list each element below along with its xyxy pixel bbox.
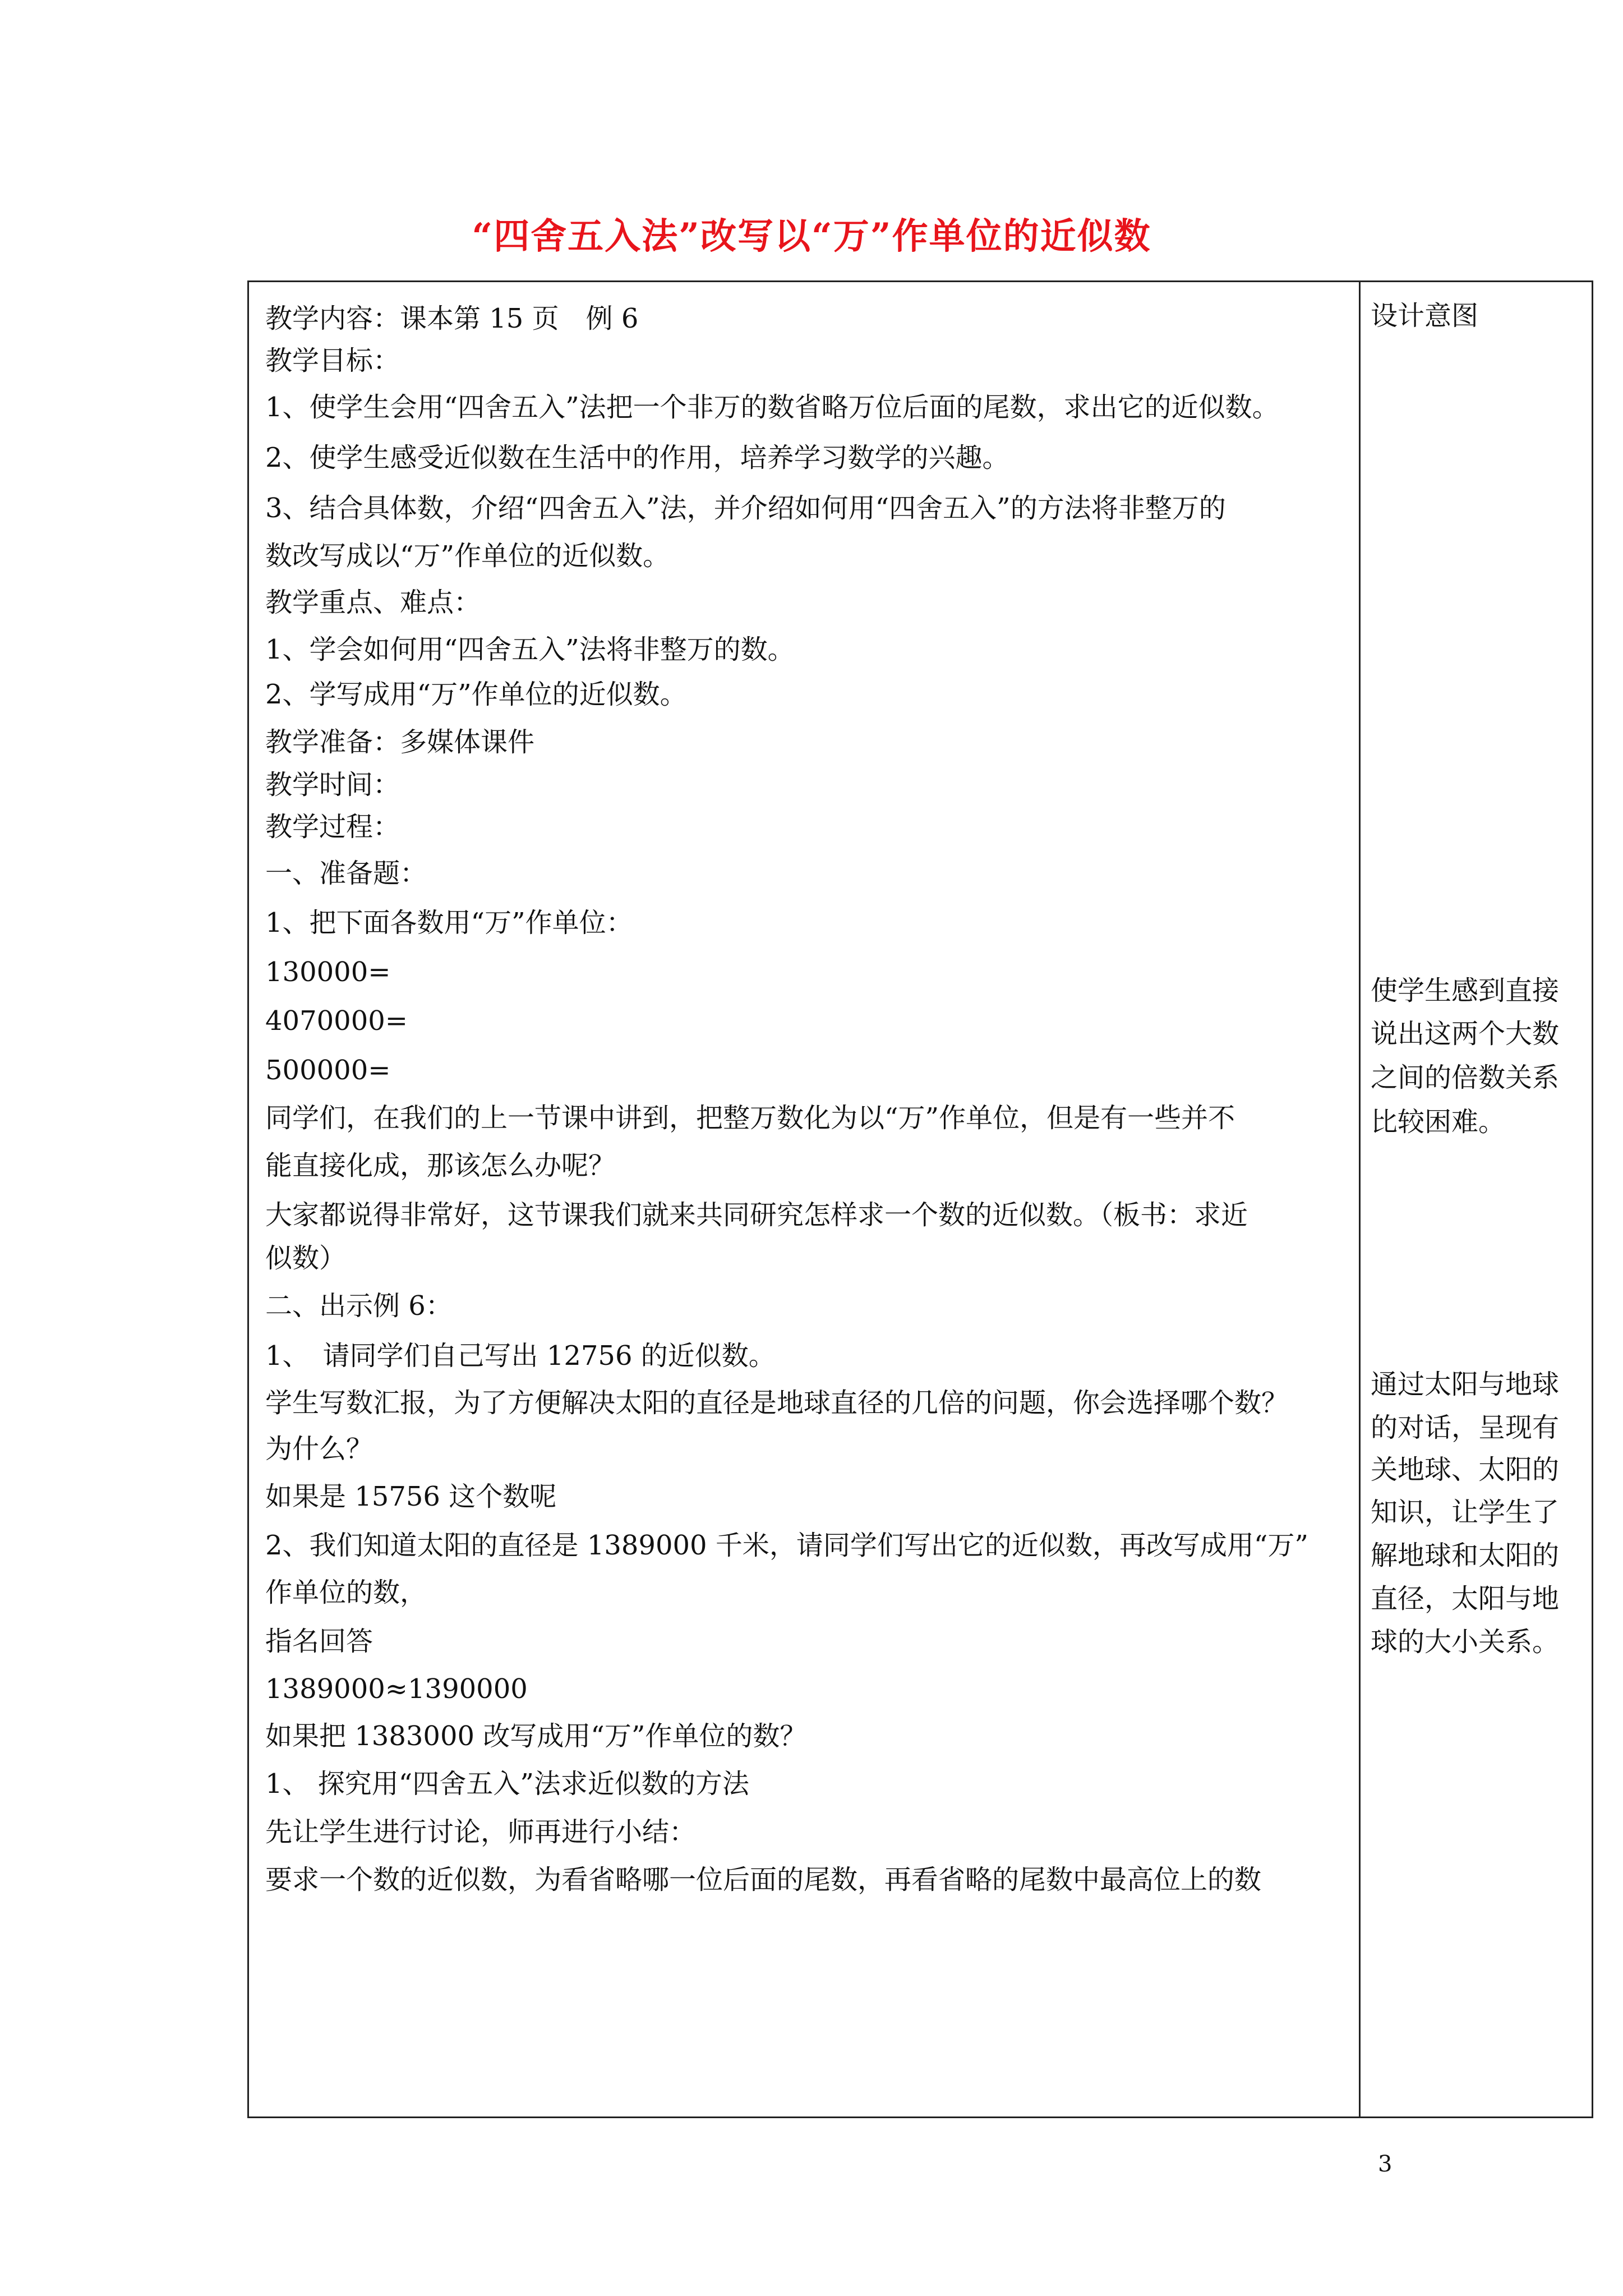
- content-line: 1、使学生会用“四舍五入”法把一个非万的数省略万位后面的尾数，求出它的近似数。: [265, 392, 1279, 423]
- content-line: 如果把 1383000 改写成用“万”作单位的数？: [265, 1720, 807, 1752]
- content-line: 1、学会如何用“四舍五入”法将非整万的数。: [265, 634, 795, 665]
- content-line: 1389000≈1390000: [265, 1673, 528, 1705]
- content-line: 同学们，在我们的上一节课中讲到，把整万数化为以“万”作单位，但是有一些并不: [265, 1102, 1235, 1134]
- content-line: 似数）: [265, 1243, 347, 1274]
- content-line: 3、结合具体数，介绍“四舍五入”法，并介绍如何用“四舍五入”的方法将非整万的: [265, 493, 1226, 524]
- design-intent-line: 知识，让学生了: [1371, 1497, 1560, 1528]
- design-intent-line: 直径，太阳与地: [1371, 1583, 1560, 1614]
- content-line: 要求一个数的近似数，为看省略哪一位后面的尾数，再看省略的尾数中最高位上的数: [265, 1864, 1262, 1895]
- content-line: 一、准备题：: [265, 858, 427, 889]
- design-intent-line: 使学生感到直接: [1371, 975, 1560, 1006]
- design-intent-line: 说出这两个大数: [1371, 1018, 1560, 1050]
- content-line: 教学重点、难点：: [265, 587, 481, 618]
- content-line: 1、把下面各数用“万”作单位：: [265, 907, 633, 938]
- content-line: 1、 探究用“四舍五入”法求近似数的方法: [265, 1768, 749, 1800]
- design-intent-line: 球的大小关系。: [1371, 1626, 1560, 1658]
- content-line: 教学目标：: [265, 345, 400, 376]
- content-line: 500000=: [265, 1055, 391, 1086]
- content-line: 大家都说得非常好，这节课我们就来共同研究怎样求一个数的近似数。（板书：求近: [265, 1199, 1248, 1231]
- content-line: 130000=: [265, 956, 391, 988]
- design-intent-heading: 设计意图: [1371, 300, 1479, 332]
- content-line: 作单位的数，: [265, 1577, 427, 1608]
- design-intent-line: 通过太阳与地球: [1371, 1369, 1560, 1400]
- design-intent-line: 之间的倍数关系: [1371, 1062, 1560, 1093]
- content-line: 1、 请同学们自己写出 12756 的近似数。: [265, 1340, 776, 1372]
- content-line: 教学时间：: [265, 769, 400, 800]
- content-line: 指名回答: [265, 1626, 374, 1657]
- content-line: 能直接化成，那该怎么办呢？: [265, 1150, 616, 1181]
- content-line: 如果是 15756 这个数呢: [265, 1481, 557, 1512]
- design-intent-line: 比较困难。: [1371, 1106, 1506, 1138]
- column-divider: [1359, 282, 1361, 2116]
- content-line: 为什么？: [265, 1433, 374, 1465]
- content-line: 教学过程：: [265, 811, 400, 843]
- content-line: 2、使学生感受近似数在生活中的作用，培养学习数学的兴趣。: [265, 442, 1009, 473]
- design-intent-line: 的对话，呈现有: [1371, 1412, 1560, 1443]
- document-title: “四舍五入法”改写以“万”作单位的近似数: [472, 215, 1151, 257]
- design-intent-line: 解地球和太阳的: [1371, 1540, 1560, 1571]
- content-line: 教学准备：多媒体课件: [265, 726, 535, 758]
- content-line: 学生写数汇报，为了方便解决太阳的直径是地球直径的几倍的问题，你会选择哪个数？: [265, 1387, 1289, 1419]
- content-line: 二、出示例 6：: [265, 1290, 453, 1322]
- content-line: 2、我们知道太阳的直径是 1389000 千米，请同学们写出它的近似数，再改写成用“万”: [265, 1530, 1308, 1561]
- content-line: 2、学写成用“万”作单位的近似数。: [265, 679, 687, 710]
- lesson-table: [247, 280, 1593, 2118]
- content-line: 4070000=: [265, 1005, 408, 1037]
- content-line: 教学内容：课本第 15 页 例 6: [265, 303, 639, 334]
- design-intent-line: 关地球、太阳的: [1371, 1454, 1560, 1485]
- content-line: 先让学生进行讨论，师再进行小结：: [265, 1816, 697, 1848]
- page-number: 3: [1378, 2151, 1393, 2177]
- content-line: 数改写成以“万”作单位的近似数。: [265, 540, 670, 572]
